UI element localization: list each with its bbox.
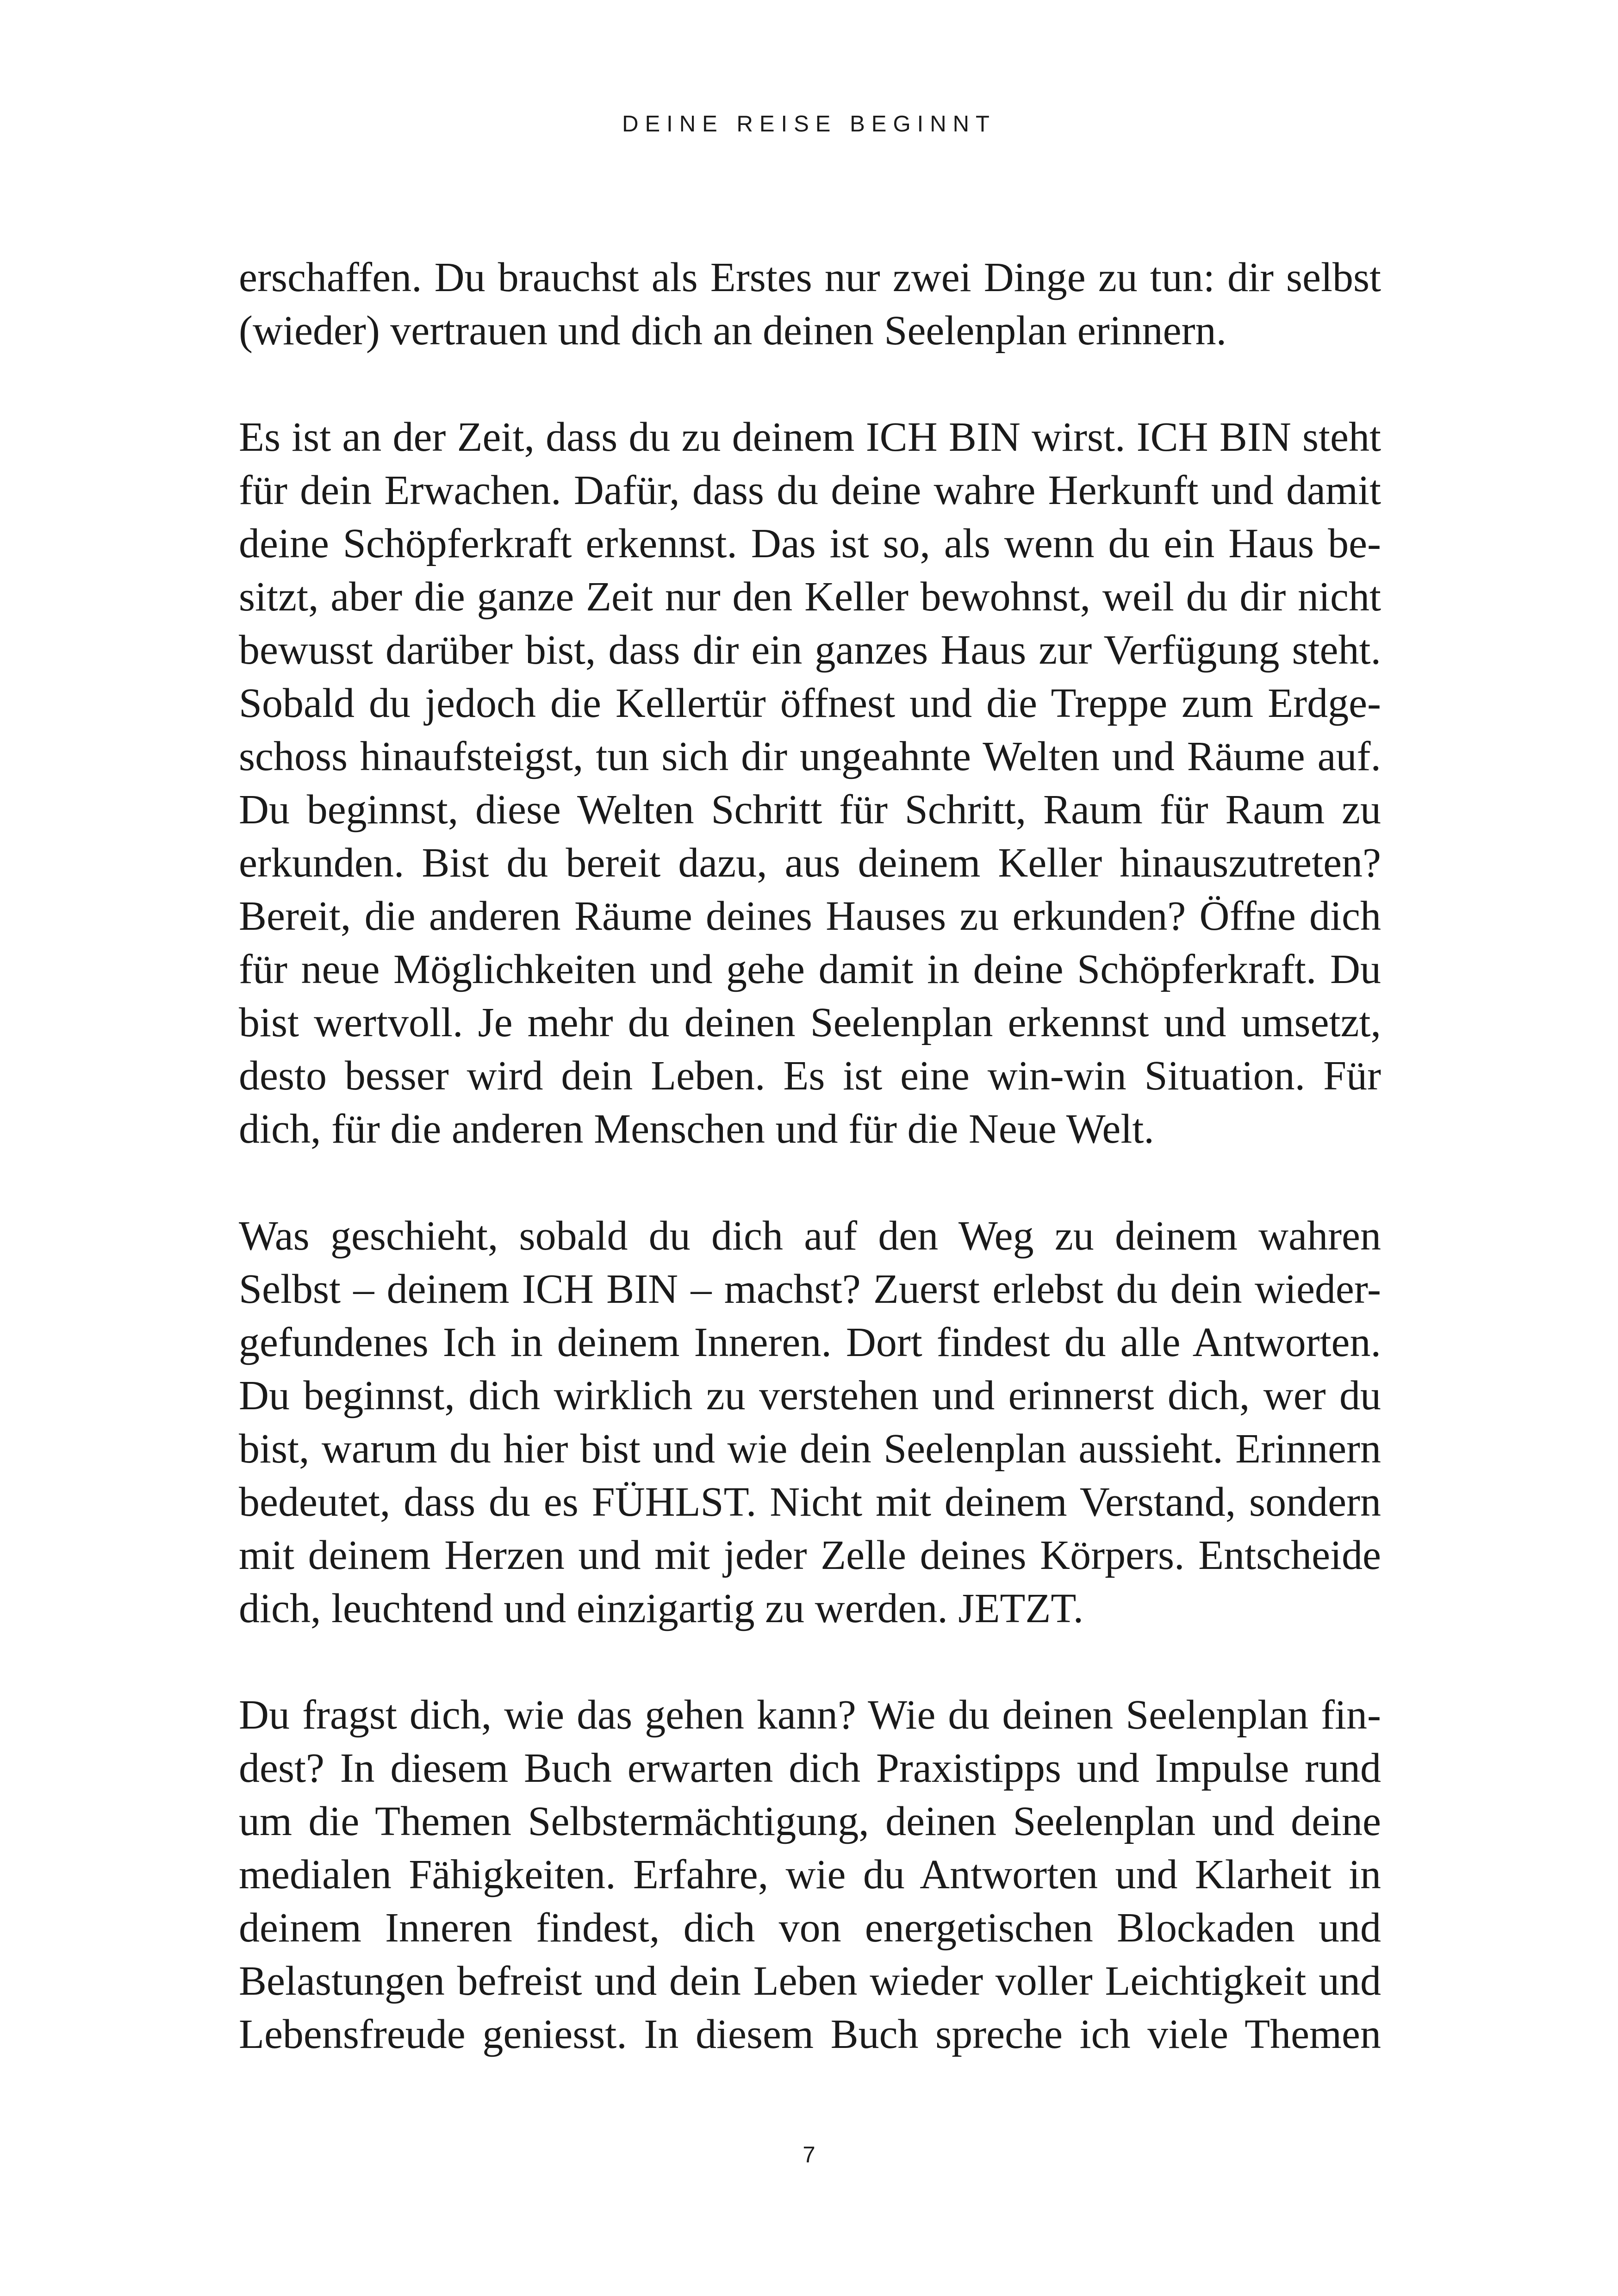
- running-head: DEINE REISE BEGINNT: [622, 112, 996, 137]
- text-line: deinem Inneren findest, dich von energetischen Blockaden und: [239, 1905, 1381, 1951]
- text-line: bedeutet, dass du es FÜHLST. Nicht mit deinem Verstand, sondern: [239, 1479, 1381, 1525]
- paragraph: [239, 1688, 1381, 2061]
- text-line: dich, leuchtend und einzigartig zu werden. JETZT.: [239, 1586, 1084, 1631]
- text-line: Lebensfreude geniesst. In diesem Buch spreche ich viele Themen: [239, 2011, 1381, 2057]
- text-line: bewusst darüber bist, dass dir ein ganzes Haus zur Verfügung steht.: [239, 627, 1381, 673]
- paragraph: [239, 411, 1381, 1156]
- text-line: Bereit, die anderen Räume deines Hauses zu erkunden? Öffne dich: [239, 893, 1381, 939]
- page-number: 7: [803, 2142, 815, 2167]
- text-line: erschaffen. Du brauchst als Erstes nur zwei Dinge zu tun: dir selbst: [239, 255, 1381, 300]
- paragraph: [239, 251, 1381, 357]
- text-line: medialen Fähigkeiten. Erfahre, wie du Antworten und Klarheit in: [239, 1852, 1381, 1898]
- text-line: (wieder) vertrauen und dich an deinen Seelenplan erinnern.: [239, 308, 1227, 354]
- text-line: gefundenes Ich in deinem Inneren. Dort findest du alle Antworten.: [239, 1319, 1381, 1365]
- text-line: erkunden. Bist du bereit dazu, aus deinem Keller hinauszutreten?: [239, 840, 1381, 886]
- text-line: Belastungen befreist und dein Leben wieder voller Leichtigkeit und: [239, 1958, 1381, 2004]
- text-line: Es ist an der Zeit, dass du zu deinem ICH BIN wirst. ICH BIN steht: [239, 414, 1381, 460]
- text-line: deine Schöpferkraft erkennst. Das ist so, als wenn du ein Haus be-: [239, 521, 1381, 566]
- text-line: Du fragst dich, wie das gehen kann? Wie du deinen Seelenplan fin-: [239, 1692, 1381, 1738]
- text-line: bist, warum du hier bist und wie dein Seelenplan aussieht. Erinnern: [239, 1426, 1381, 1472]
- text-line: Du beginnst, dich wirklich zu verstehen und erinnerst dich, wer du: [239, 1373, 1381, 1419]
- text-line: desto besser wird dein Leben. Es ist eine win-win Situation. Für: [239, 1053, 1381, 1099]
- text-line: mit deinem Herzen und mit jeder Zelle deines Körpers. Entscheide: [239, 1532, 1381, 1578]
- text-line: dest? In diesem Buch erwarten dich Praxistipps und Impulse rund: [239, 1745, 1381, 1791]
- text-line: bist wertvoll. Je mehr du deinen Seelenplan erkennst und umsetzt,: [239, 1000, 1381, 1045]
- text-line: schoss hinaufsteigst, tun sich dir ungeahnte Welten und Räume auf.: [239, 734, 1381, 779]
- text-line: um die Themen Selbstermächtigung, deinen Seelenplan und deine: [239, 1798, 1381, 1844]
- text-line: für neue Möglichkeiten und gehe damit in deine Schöpferkraft. Du: [239, 946, 1381, 992]
- text-line: sitzt, aber die ganze Zeit nur den Keller bewohnst, weil du dir nicht: [239, 574, 1381, 620]
- text-line: Was geschieht, sobald du dich auf den Weg zu deinem wahren: [239, 1213, 1381, 1259]
- text-line: Selbst – deinem ICH BIN – machst? Zuerst erlebst du dein wieder-: [239, 1266, 1381, 1312]
- text-line: Sobald du jedoch die Kellertür öffnest und die Treppe zum Erdge-: [239, 680, 1381, 726]
- paragraph: [239, 1209, 1381, 1635]
- text-line: für dein Erwachen. Dafür, dass du deine wahre Herkunft und damit: [239, 467, 1381, 513]
- text-line: Du beginnst, diese Welten Schritt für Schritt, Raum für Raum zu: [239, 787, 1381, 833]
- text-line: dich, für die anderen Menschen und für die Neue Welt.: [239, 1106, 1154, 1152]
